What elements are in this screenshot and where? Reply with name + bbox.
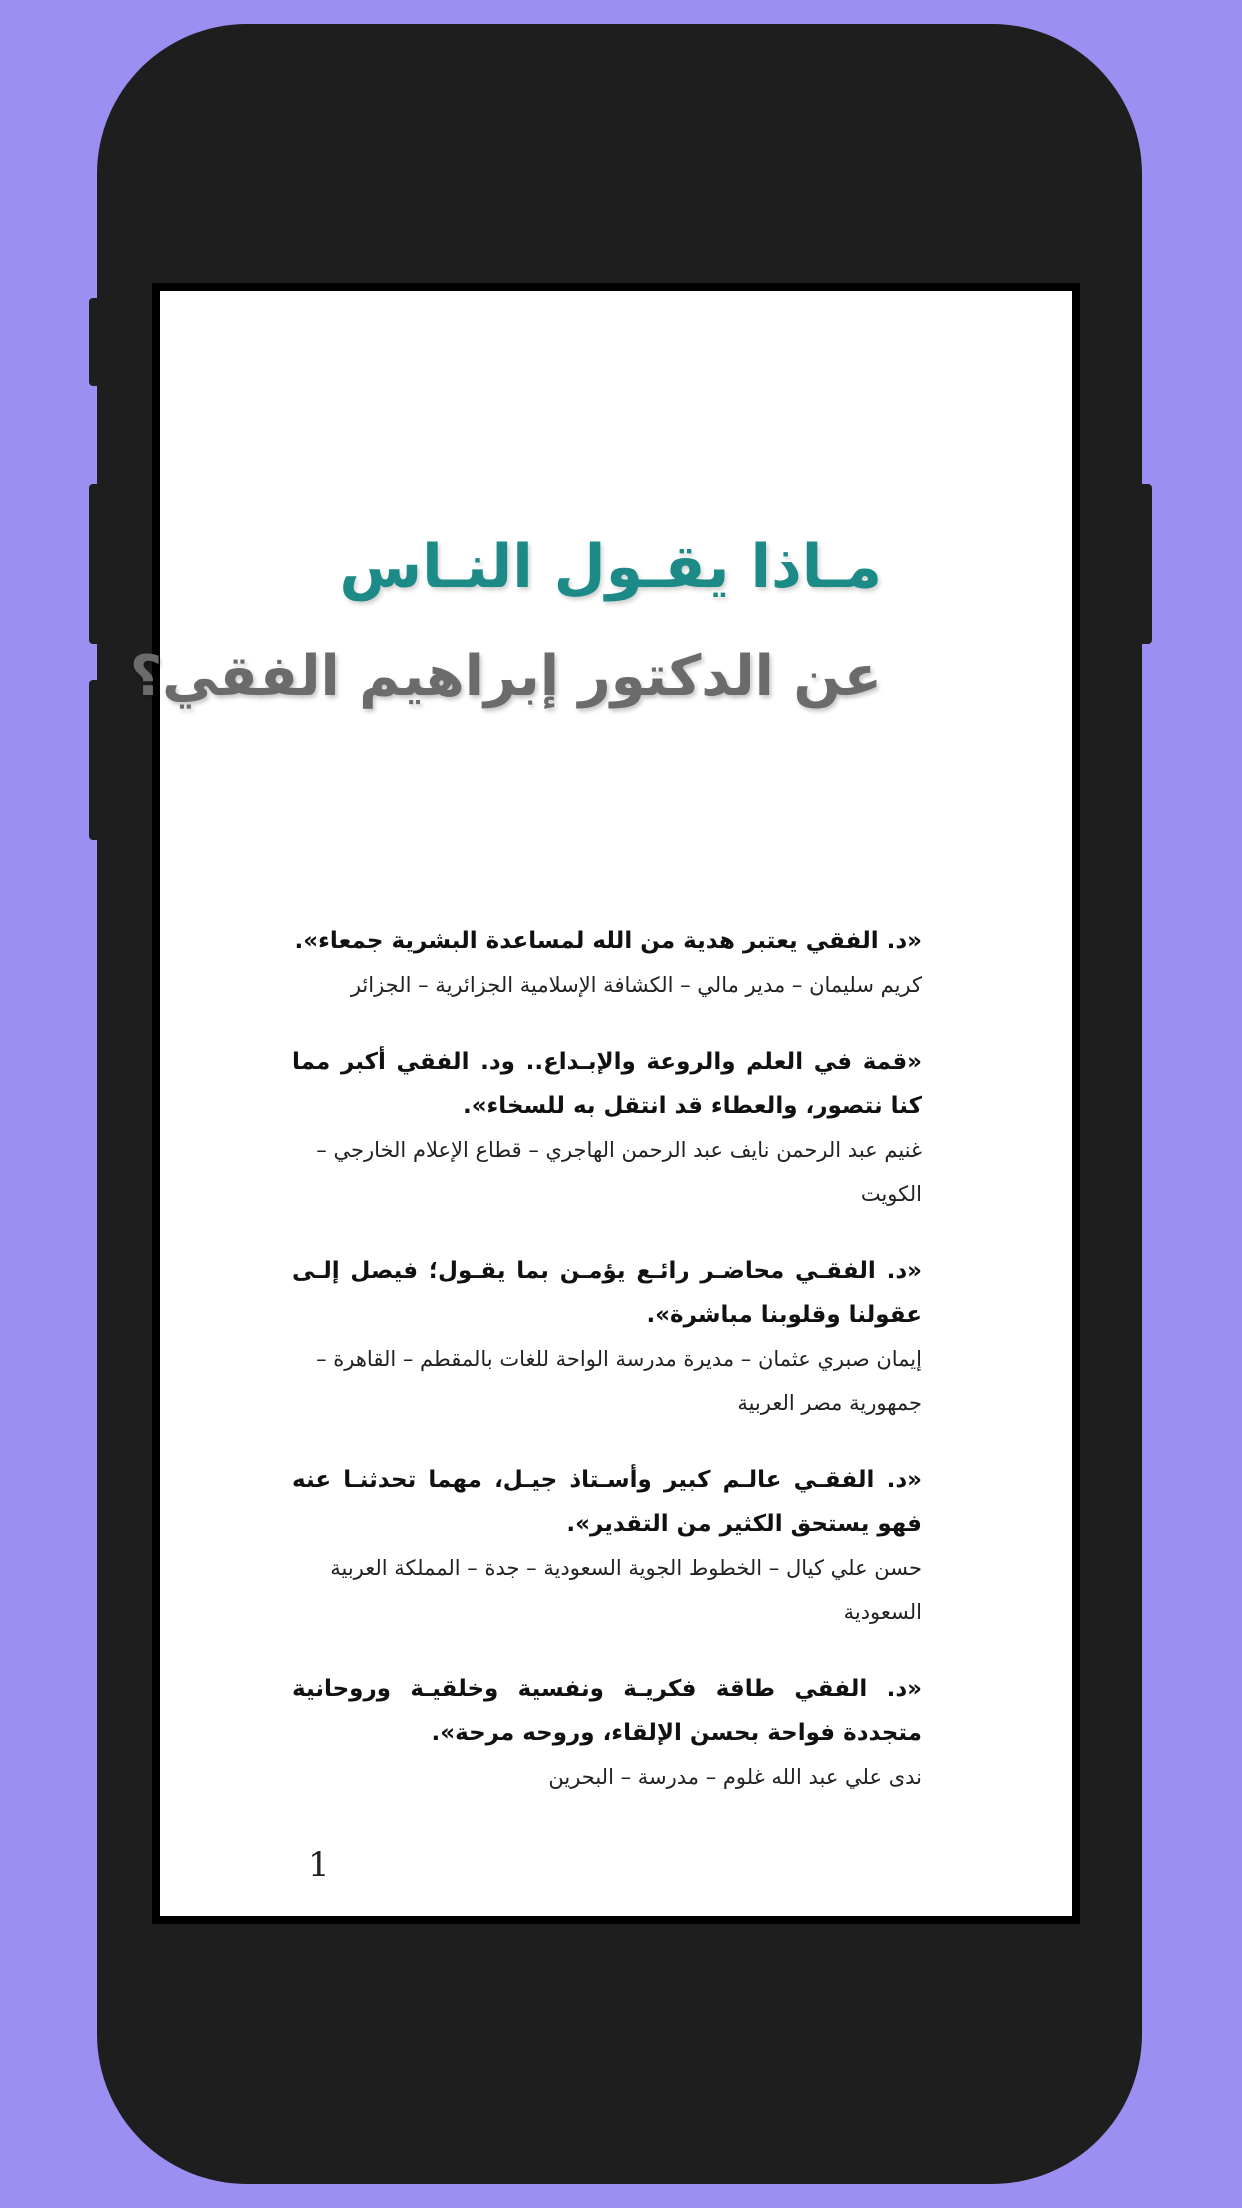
testimonial (292, 1040, 922, 1216)
testimonial (292, 1458, 922, 1634)
testimonial-quote: «قمة في العلم والروعة والإبـداع.. ود. الفقي أكبر مما كنا نتصور، والعطاء قد انتقل به للسخاء». (292, 1049, 922, 1119)
phone-screen (129, 283, 1080, 1924)
testimonial-quote: «د. الفقي يعتبر هدية من الله لمساعدة البشرية جمعاء». (294, 928, 922, 954)
page-number: 1 (308, 1845, 330, 1885)
testimonials-list (292, 919, 922, 1832)
testimonial-author: إيمان صبري عثمان – مديرة مدرسة الواحة للغات بالمقطم – القاهرة – جمهورية مصر العربية (316, 1347, 922, 1415)
book-page[interactable] (129, 291, 1072, 1916)
testimonial (292, 919, 922, 1007)
page-subtitle: عن الدكتور إبراهيم الفقي؟ (129, 644, 882, 709)
testimonial-author: غنيم عبد الرحمن نايف عبد الرحمن الهاجري – قطاع الإعلام الخارجي – الكويت (316, 1138, 922, 1206)
testimonial-quote: «د. الفقـي محاضـر رائـع يؤمـن بما يقـول؛ فيصل إلـى عقولنا وقلوبنا مباشرة». (292, 1258, 922, 1328)
testimonial-author: حسن علي كيال – الخطوط الجوية السعودية – جدة – المملكة العربية السعودية (330, 1556, 922, 1624)
page-title: مـاذا يقـول النـاس (339, 532, 882, 602)
testimonial-quote: «د. الفقـي عالـم كبير وأسـتاذ جيـل، مهما تحدثنـا عنه فهو يستحق الكثير من التقدير». (292, 1467, 922, 1537)
testimonial (292, 1667, 922, 1799)
testimonial-author: ندى علي عبد الله غلوم – مدرسة – البحرين (548, 1765, 922, 1789)
testimonial (292, 1249, 922, 1425)
testimonial-author: كريم سليمان – مدير مالي – الكشافة الإسلامية الجزائرية – الجزائر (350, 973, 922, 997)
testimonial-quote: «د. الفقي طاقة فكريـة ونفسية وخلقيـة وروحانية متجددة فواحة بحسن الإلقاء، وروحه مرحة». (292, 1676, 922, 1746)
